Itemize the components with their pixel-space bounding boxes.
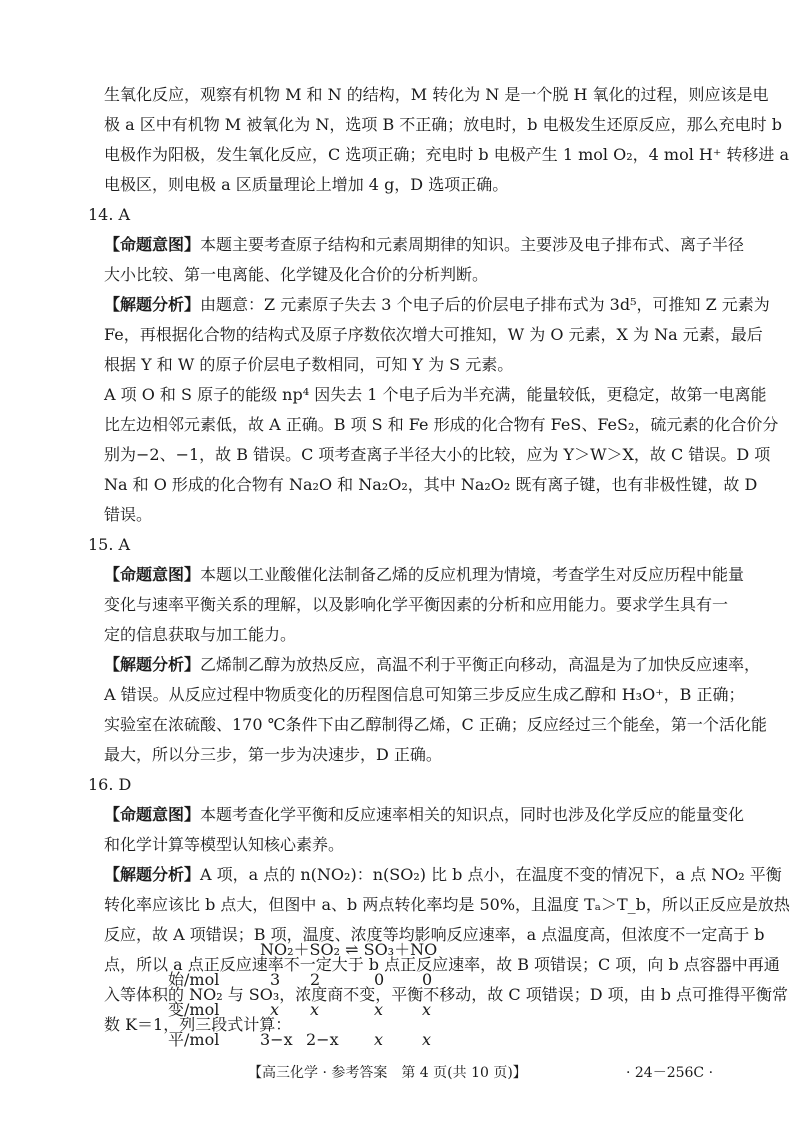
footer-code: · 24－256C · <box>626 1065 714 1081</box>
text-line: 定的信息获取与加工能力。 <box>104 625 297 644</box>
analysis-text: 由题意：Z 元素原子失去 3 个电子后的价层电子排布式为 3d⁵，可推知 Z 元素为 <box>200 295 770 314</box>
row-label: 变/mol <box>168 1000 220 1019</box>
q15-analysis <box>104 650 767 770</box>
cell: x <box>310 1000 320 1019</box>
text-line: 电极区，则电极 a 区质量理论上增加 4 g，D 选项正确。 <box>104 175 509 194</box>
cell: 0 <box>422 970 433 989</box>
text-line <box>104 860 782 890</box>
analysis-tag: 【解题分析】 <box>104 655 201 674</box>
cell: x <box>374 1000 384 1019</box>
text-line: 大小比较、第一电离能、化学键及化合价的分析判断。 <box>104 265 489 284</box>
text-line: 数 K＝1，列三段式计算： <box>104 1015 292 1034</box>
text-line: 别为−2、−1，故 B 错误。C 项考查离子半径大小的比较，应为 Y＞W＞X，故 C 错误。D 项 <box>104 445 771 464</box>
text-line: A 项 O 和 S 原子的能级 np⁴ 因失去 1 个电子后为半充满，能量较低，更稳定，故第一电离能 <box>104 385 767 404</box>
analysis-tag: 【解题分析】 <box>104 295 201 314</box>
table-row <box>168 1025 468 1055</box>
intent-text: 本题考查化学平衡和反应速率相关的知识点，同时也涉及化学反应的能量变化 <box>200 805 745 824</box>
question-number: 14. A <box>88 205 131 224</box>
equilibrium-table <box>168 935 468 1055</box>
text-line: 极 a 区中有机物 M 被氧化为 N，选项 B 不正确；放电时，b 电极发生还原反应，那么充电时 b <box>104 115 782 134</box>
text-line: 比左边相邻元素低，故 A 正确。B 项 S 和 Fe 形成的化合物有 FeS、FeS₂，硫元素的化合价分 <box>104 415 779 434</box>
analysis-tag: 【解题分析】 <box>104 865 201 884</box>
intent-tag: 【命题意图】 <box>104 235 201 254</box>
text-line: 转化率应该比 b 点大，但图中 a、b 两点转化率均是 50%，且温度 Tₐ＞T_b，所以正反应是放热 <box>104 895 790 914</box>
cell: x <box>270 1000 280 1019</box>
reaction-equation-row <box>168 935 468 965</box>
cell: 2 <box>310 970 321 989</box>
text-line: 生氧化反应，观察有机物 M 和 N 的结构，M 转化为 N 是一个脱 H 氧化的过程，则应该是电 <box>104 85 769 104</box>
text-line: Na 和 O 形成的化合物有 Na₂O 和 Na₂O₂，其中 Na₂O₂ 既有离子键，也有非极性键，故 D <box>104 475 758 494</box>
text-line: 变化与速率平衡关系的理解，以及影响化学平衡因素的分析和应用能力。要求学生具有一 <box>104 595 729 614</box>
table-row <box>168 965 468 995</box>
q16-intent <box>104 800 745 860</box>
text-line: 和化学计算等模型认知核心素养。 <box>104 835 345 854</box>
row-label: 平/mol <box>168 1030 220 1049</box>
intro-paragraph <box>104 80 790 200</box>
q15-intent <box>104 560 745 650</box>
text-line: 最大，所以分三步，第一步为决速步，D 正确。 <box>104 745 442 764</box>
text-line <box>104 560 745 590</box>
footer-page-info: 【高三化学 · 参考答案 第 4 页(共 10 页)】 <box>248 1065 527 1081</box>
text-line: 点，所以 a 点正反应速率不一定大于 b 点正反应速率，故 B 项错误；C 项，向 b 点容器中再通 <box>104 955 780 974</box>
cell: 0 <box>374 970 385 989</box>
text-line <box>104 230 745 260</box>
q14-intent <box>104 230 745 290</box>
intent-tag: 【命题意图】 <box>104 565 201 584</box>
question-number: 16. D <box>88 775 132 794</box>
q14-analysis <box>104 290 779 530</box>
row-label: 始/mol <box>168 970 220 989</box>
cell: 2−x <box>306 1030 339 1049</box>
text-line: 电极作为阳极，发生氧化反应，C 选项正确；充电时 b 电极产生 1 mol O₂，4 mol H⁺ 转移进 a <box>104 145 790 164</box>
table-row <box>168 995 468 1025</box>
intent-tag: 【命题意图】 <box>104 805 201 824</box>
cell: 3 <box>270 970 281 989</box>
reaction-equation: NO₂＋SO₂ ⇌ SO₃＋NO <box>260 940 438 959</box>
analysis-text: 乙烯制乙醇为放热反应，高温不利于平衡正向移动，高温是为了加快反应速率， <box>200 655 761 674</box>
text-line: 入等体积的 NO₂ 与 SO₃，浓度商不变，平衡不移动，故 C 项错误；D 项，由 b 点可推得平衡常 <box>104 985 789 1004</box>
cell: x <box>422 1030 432 1049</box>
question-number: 15. A <box>88 535 131 554</box>
text-line: 错误。 <box>104 505 153 524</box>
text-line: A 错误。从反应过程中物质变化的历程图信息可知第三步反应生成乙醇和 H₃O⁺，B 正确； <box>104 685 745 704</box>
text-line: 根据 Y 和 W 的原子价层电子数相同，可知 Y 为 S 元素。 <box>104 355 514 374</box>
intent-text: 本题主要考查原子结构和元素周期律的知识。主要涉及电子排布式、离子半径 <box>200 235 745 254</box>
text-line: 实验室在浓硫酸、170 ℃条件下由乙醇制得乙烯，C 正确；反应经过三个能垒，第一个活化能 <box>104 715 767 734</box>
cell: x <box>374 1030 384 1049</box>
text-line: Fe，再根据化合物的结构式及原子序数依次增大可推知，W 为 O 元素，X 为 Na 元素，最后 <box>104 325 763 344</box>
text-line <box>104 800 745 830</box>
text-line: 反应，故 A 项错误；B 项，温度、浓度等均影响反应速率，a 点温度高，但浓度不一定高于 b <box>104 925 765 944</box>
cell: x <box>422 1000 432 1019</box>
cell: 3−x <box>260 1030 293 1049</box>
analysis-text: A 项，a 点的 n(NO₂)：n(SO₂) 比 b 点小，在温度不变的情况下，a 点 NO₂ 平衡 <box>200 865 782 884</box>
text-line <box>104 290 770 320</box>
text-line <box>104 650 761 680</box>
intent-text: 本题以工业酸催化法制备乙烯的反应机理为情境，考查学生对反应历程中能量 <box>200 565 745 584</box>
